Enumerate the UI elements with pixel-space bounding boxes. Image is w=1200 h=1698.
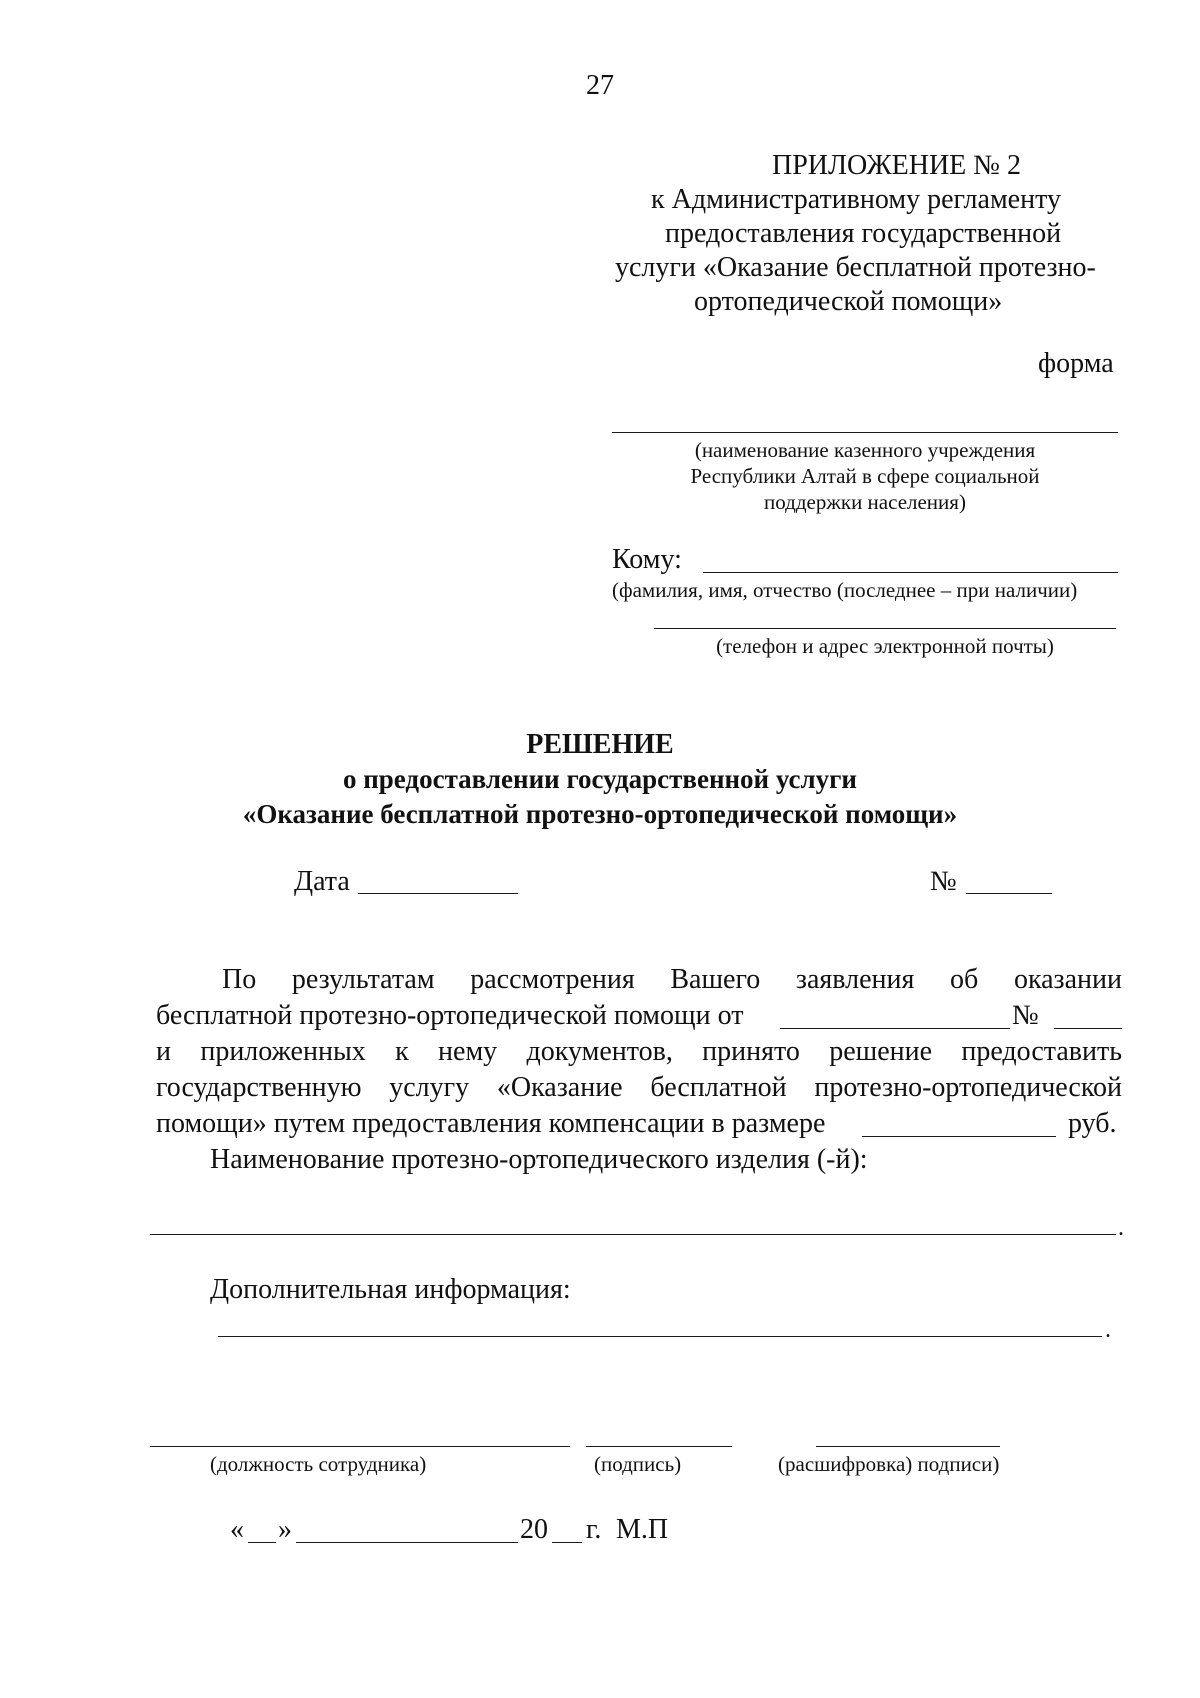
body-line-4: государственную услугу «Оказание бесплатной протезно-ортопедической: [156, 1072, 1122, 1103]
decision-subtitle-1: о предоставлении государственной услуги: [342, 764, 857, 794]
signature-caption: (подпись): [594, 1452, 682, 1476]
appendix-title: ПРИЛОЖЕНИЕ № 2: [772, 150, 1021, 181]
body-line-5-unit: руб.: [1068, 1108, 1117, 1139]
institution-caption-2: Республики Алтай в сфере социальной: [690, 464, 1040, 488]
appendix-line-1: к Административному регламенту: [651, 184, 1061, 215]
body-line-3: и приложенных к нему документов, принято решение предоставить: [156, 1036, 1122, 1067]
footer-year-line[interactable]: [552, 1542, 582, 1543]
footer-open-quote: «: [230, 1514, 244, 1545]
institution-caption-3: поддержки населения): [764, 490, 966, 514]
footer-year-prefix: 20: [520, 1514, 548, 1545]
additional-info-label: Дополнительная информация:: [210, 1274, 571, 1305]
recipient-contact-line[interactable]: [654, 628, 1116, 629]
footer-close-quote: »: [278, 1514, 292, 1545]
footer-day-line[interactable]: [248, 1542, 276, 1543]
footer-year-suffix: г.: [586, 1514, 602, 1545]
form-label: форма: [1038, 348, 1114, 379]
appendix-line-4: ортопедической помощи»: [694, 286, 1003, 317]
position-caption: (должность сотрудника): [210, 1452, 427, 1476]
product-name-period: .: [1118, 1215, 1124, 1241]
footer-month-line[interactable]: [296, 1542, 518, 1543]
application-date-line[interactable]: [780, 1028, 1010, 1029]
recipient-name-line[interactable]: [703, 572, 1118, 573]
page-number: 27: [586, 70, 614, 101]
position-signature-line[interactable]: [150, 1446, 570, 1447]
recipient-contact-caption: (телефон и адрес электронной почты): [716, 634, 1054, 658]
additional-info-line[interactable]: [218, 1336, 1102, 1337]
body-line-2-text: бесплатной протезно-ортопедической помощи от: [156, 1000, 744, 1031]
institution-caption-1: (наименование казенного учреждения: [694, 438, 1036, 462]
additional-info-period: .: [1105, 1317, 1111, 1343]
body-line-2-number: №: [1012, 1000, 1039, 1031]
product-name-line[interactable]: [150, 1234, 1116, 1235]
institution-field-line[interactable]: [612, 432, 1118, 433]
decision-title: РЕШЕНИЕ: [526, 729, 674, 760]
decoding-signature-line[interactable]: [816, 1446, 1000, 1447]
footer-stamp-label: М.П: [616, 1514, 669, 1545]
decision-subtitle-2: «Оказание бесплатной протезно-ортопедической помощи»: [242, 799, 958, 829]
signature-line[interactable]: [586, 1446, 732, 1447]
number-label: №: [930, 866, 957, 897]
application-number-line[interactable]: [1054, 1028, 1122, 1029]
recipient-label: Кому:: [612, 544, 682, 575]
decoding-caption: (расшифровка) подписи): [778, 1452, 1000, 1476]
body-line-5-text: помощи» путем предоставления компенсации в размере: [156, 1108, 826, 1139]
compensation-amount-line[interactable]: [862, 1136, 1056, 1137]
number-field-line[interactable]: [966, 893, 1052, 894]
date-label: Дата: [294, 866, 350, 897]
product-name-label: Наименование протезно-ортопедического изделия (-й):: [210, 1144, 868, 1175]
body-line-1: По результатам рассмотрения Вашего заявления об оказании: [222, 964, 1122, 995]
date-field-line[interactable]: [358, 893, 518, 894]
appendix-line-2: предоставления государственной: [665, 218, 1062, 249]
recipient-name-caption: (фамилия, имя, отчество (последнее – при наличии): [612, 578, 1078, 602]
appendix-line-3: услуги «Оказание бесплатной протезно-: [615, 252, 1096, 283]
